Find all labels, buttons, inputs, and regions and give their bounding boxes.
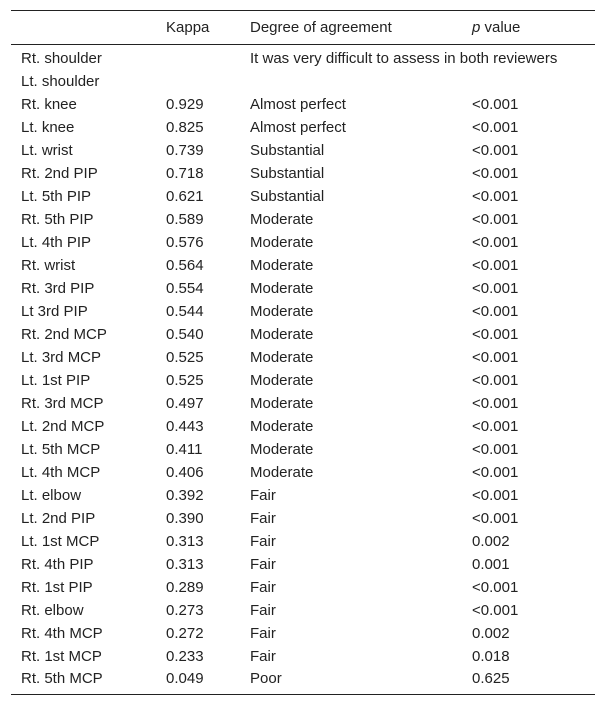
cell-kappa: 0.289 xyxy=(166,579,204,596)
table-row xyxy=(11,369,595,392)
cell-p-value: 0.018 xyxy=(472,648,510,665)
cell-p-value xyxy=(472,70,595,93)
cell-joint: Rt. 4th PIP xyxy=(21,556,94,573)
table-row xyxy=(11,507,595,530)
header-kappa: Kappa xyxy=(166,11,250,45)
cell-agreement: Moderate xyxy=(250,349,314,366)
header-p-value xyxy=(472,11,595,45)
cell-joint: Lt. elbow xyxy=(21,487,82,504)
cell-p-value: <0.001 xyxy=(472,96,519,113)
cell-kappa: 0.392 xyxy=(166,487,204,504)
cell-agreement: Substantial xyxy=(250,165,325,182)
header-p-rest: value xyxy=(480,19,521,36)
cell-kappa: 0.554 xyxy=(166,280,204,297)
table-row xyxy=(11,162,595,185)
cell-p-value: <0.001 xyxy=(472,418,519,435)
cell-p-value: <0.001 xyxy=(472,395,519,412)
table-row xyxy=(11,599,595,622)
cell-p-value: <0.001 xyxy=(472,142,519,159)
table-row xyxy=(11,231,595,254)
table-row xyxy=(11,553,595,576)
cell-kappa: 0.621 xyxy=(166,188,204,205)
cell-joint: Rt. shoulder xyxy=(21,50,102,67)
cell-joint: Lt. 3rd MCP xyxy=(21,349,102,366)
cell-kappa: 0.390 xyxy=(166,510,204,527)
cell-joint: Rt. wrist xyxy=(21,257,76,274)
cell-agreement xyxy=(250,70,472,93)
cell-kappa: 0.540 xyxy=(166,326,204,343)
cell-joint: Rt. 5th PIP xyxy=(21,211,94,228)
cell-kappa: 0.718 xyxy=(166,165,204,182)
cell-p-value: 0.001 xyxy=(472,556,510,573)
kappa-agreement-table xyxy=(11,10,595,695)
cell-joint: Rt. 2nd PIP xyxy=(21,165,98,182)
cell-agreement: Fair xyxy=(250,625,276,642)
cell-joint: Lt. 2nd MCP xyxy=(21,418,105,435)
table-header-row xyxy=(11,11,595,45)
cell-joint: Rt. 3rd PIP xyxy=(21,280,95,297)
cell-agreement: Moderate xyxy=(250,441,314,458)
cell-p-value: <0.001 xyxy=(472,349,519,366)
cell-kappa: 0.589 xyxy=(166,211,204,228)
cell-agreement: Fair xyxy=(250,602,276,619)
cell-kappa: 0.739 xyxy=(166,142,204,159)
header-joint xyxy=(11,11,166,45)
table-row xyxy=(11,277,595,300)
table-row xyxy=(11,392,595,415)
cell-p-value: 0.625 xyxy=(472,668,595,695)
cell-kappa: 0.411 xyxy=(166,441,203,458)
header-agreement: Degree of agreement xyxy=(250,11,472,45)
cell-agreement: Moderate xyxy=(250,257,314,274)
cell-joint: Rt. elbow xyxy=(21,602,84,619)
cell-p-value: <0.001 xyxy=(472,234,519,251)
table-row xyxy=(11,645,595,668)
cell-kappa: 0.443 xyxy=(166,418,204,435)
table-row xyxy=(11,323,595,346)
cell-agreement: Almost perfect xyxy=(250,119,346,136)
cell-joint: Rt. 2nd MCP xyxy=(21,326,107,343)
table-row xyxy=(11,461,595,484)
table-row xyxy=(11,93,595,116)
cell-joint: Lt. wrist xyxy=(21,142,73,159)
table-row xyxy=(11,185,595,208)
cell-p-value: <0.001 xyxy=(472,165,519,182)
cell-joint: Rt. knee xyxy=(21,96,77,113)
cell-joint: Lt. 4th PIP xyxy=(21,234,92,251)
cell-kappa: 0.313 xyxy=(166,533,204,550)
cell-agreement: Moderate xyxy=(250,234,314,251)
cell-agreement: Moderate xyxy=(250,303,314,320)
cell-kappa: 0.049 xyxy=(166,668,250,695)
cell-joint: Rt. 4th MCP xyxy=(21,625,103,642)
table-row xyxy=(11,300,595,323)
cell-p-value: <0.001 xyxy=(472,303,519,320)
cell-agreement: Moderate xyxy=(250,280,314,297)
cell-joint: Lt. knee xyxy=(21,119,75,136)
cell-kappa: 0.497 xyxy=(166,395,204,412)
cell-agreement: Poor xyxy=(250,668,472,695)
cell-p-value: <0.001 xyxy=(472,119,519,136)
cell-joint: Lt. 5th PIP xyxy=(21,188,92,205)
cell-kappa: 0.313 xyxy=(166,556,204,573)
cell-kappa: 0.273 xyxy=(166,602,204,619)
cell-agreement: Fair xyxy=(250,510,276,527)
cell-joint: Rt. 3rd MCP xyxy=(21,395,104,412)
cell-agreement: Moderate xyxy=(250,211,314,228)
cell-kappa: 0.233 xyxy=(166,648,204,665)
cell-kappa: 0.825 xyxy=(166,119,204,136)
cell-p-value: 0.002 xyxy=(472,533,510,550)
table-row xyxy=(11,116,595,139)
cell-joint: Lt. 5th MCP xyxy=(21,441,101,458)
table-row xyxy=(11,576,595,599)
cell-agreement: Moderate xyxy=(250,418,314,435)
table-row xyxy=(11,70,595,93)
table-row xyxy=(11,530,595,553)
cell-kappa: 0.525 xyxy=(166,349,204,366)
cell-agreement: Fair xyxy=(250,556,276,573)
table-row xyxy=(11,622,595,645)
cell-p-value: <0.001 xyxy=(472,579,519,596)
cell-agreement: Fair xyxy=(250,579,276,596)
cell-p-value: 0.002 xyxy=(472,625,510,642)
cell-agreement: Moderate xyxy=(250,326,314,343)
cell-agreement: Moderate xyxy=(250,464,314,481)
cell-joint: Lt. 4th MCP xyxy=(21,464,101,481)
cell-kappa: 0.272 xyxy=(166,625,204,642)
cell-joint: Rt. 1st PIP xyxy=(21,579,93,596)
table-row xyxy=(11,415,595,438)
cell-p-value: <0.001 xyxy=(472,326,519,343)
cell-p-value: <0.001 xyxy=(472,372,519,389)
cell-joint: Rt. 5th MCP xyxy=(11,668,166,695)
cell-agreement: Fair xyxy=(250,648,276,665)
cell-agreement: Moderate xyxy=(250,372,314,389)
cell-joint: Rt. 1st MCP xyxy=(21,648,102,665)
cell-agreement: Fair xyxy=(250,533,276,550)
cell-kappa: 0.564 xyxy=(166,257,204,274)
header-p-italic: p xyxy=(472,19,481,36)
cell-agreement: Substantial xyxy=(250,188,325,205)
assessment-note: It was very difficult to assess in both reviewers xyxy=(250,50,558,67)
cell-joint: Lt. 1st PIP xyxy=(21,372,91,389)
cell-agreement: Substantial xyxy=(250,142,325,159)
table-row xyxy=(11,208,595,231)
cell-p-value: <0.001 xyxy=(472,211,519,228)
cell-p-value: <0.001 xyxy=(472,188,519,205)
table-row xyxy=(11,139,595,162)
cell-p-value: <0.001 xyxy=(472,487,519,504)
cell-agreement: Moderate xyxy=(250,395,314,412)
cell-joint: Lt. shoulder xyxy=(21,73,100,90)
cell-agreement: Almost perfect xyxy=(250,96,346,113)
cell-p-value: <0.001 xyxy=(472,464,519,481)
cell-joint: Lt 3rd PIP xyxy=(21,303,88,320)
cell-p-value: <0.001 xyxy=(472,602,519,619)
cell-joint: Lt. 1st MCP xyxy=(21,533,100,550)
table-row xyxy=(11,346,595,369)
cell-kappa xyxy=(166,70,250,93)
table-row xyxy=(11,45,595,71)
cell-kappa: 0.525 xyxy=(166,372,204,389)
cell-kappa: 0.544 xyxy=(166,303,204,320)
cell-p-value: <0.001 xyxy=(472,441,519,458)
table-body xyxy=(11,45,595,695)
table-row xyxy=(11,668,595,695)
cell-kappa: 0.406 xyxy=(166,464,204,481)
cell-p-value: <0.001 xyxy=(472,257,519,274)
cell-kappa xyxy=(166,45,250,71)
table-row xyxy=(11,254,595,277)
cell-kappa: 0.576 xyxy=(166,234,204,251)
cell-joint: Lt. 2nd PIP xyxy=(21,510,96,527)
table-row xyxy=(11,438,595,461)
cell-p-value: <0.001 xyxy=(472,510,519,527)
table-row xyxy=(11,484,595,507)
cell-p-value: <0.001 xyxy=(472,280,519,297)
kappa-table-container xyxy=(11,10,595,695)
cell-agreement: Fair xyxy=(250,487,276,504)
cell-kappa: 0.929 xyxy=(166,96,204,113)
